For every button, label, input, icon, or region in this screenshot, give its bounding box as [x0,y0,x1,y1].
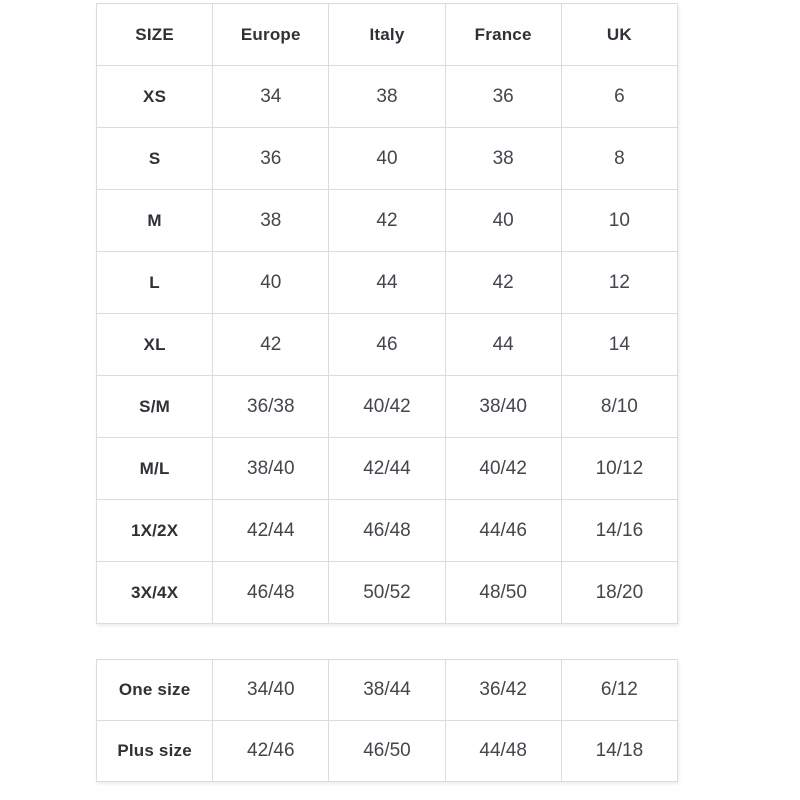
header-cell-europe: Europe [213,4,329,66]
cell-uk: 6/12 [561,660,677,721]
cell-uk: 6 [561,66,677,128]
row-label: 3X/4X [97,562,213,624]
cell-uk: 10 [561,190,677,252]
cell-france: 44/46 [445,500,561,562]
cell-uk: 12 [561,252,677,314]
cell-uk: 14/16 [561,500,677,562]
cell-france: 44 [445,314,561,376]
one-size-plus-size-table [96,659,678,782]
cell-italy: 46/48 [329,500,445,562]
cell-europe: 38/40 [213,438,329,500]
table-row-one-size [97,660,678,721]
row-label: S/M [97,376,213,438]
cell-france: 40 [445,190,561,252]
cell-france: 48/50 [445,562,561,624]
table-row-xl [97,314,678,376]
table-row-3x4x [97,562,678,624]
size-conversion-table [96,3,678,624]
cell-europe: 34 [213,66,329,128]
cell-uk: 14/18 [561,721,677,782]
cell-france: 38 [445,128,561,190]
cell-europe: 42/46 [213,721,329,782]
cell-europe: 36 [213,128,329,190]
table-row-1x2x [97,500,678,562]
cell-france: 40/42 [445,438,561,500]
table-row-plus-size [97,721,678,782]
cell-france: 42 [445,252,561,314]
cell-italy: 40 [329,128,445,190]
cell-italy: 38/44 [329,660,445,721]
cell-italy: 38 [329,66,445,128]
table-row-s [97,128,678,190]
cell-uk: 8/10 [561,376,677,438]
cell-uk: 10/12 [561,438,677,500]
table-row-l [97,252,678,314]
cell-europe: 34/40 [213,660,329,721]
cell-europe: 46/48 [213,562,329,624]
cell-italy: 46 [329,314,445,376]
row-label: One size [97,660,213,721]
row-label: 1X/2X [97,500,213,562]
row-label: XL [97,314,213,376]
cell-italy: 42 [329,190,445,252]
cell-italy: 50/52 [329,562,445,624]
row-label: Plus size [97,721,213,782]
header-cell-italy: Italy [329,4,445,66]
cell-italy: 40/42 [329,376,445,438]
cell-france: 36/42 [445,660,561,721]
cell-france: 44/48 [445,721,561,782]
cell-italy: 42/44 [329,438,445,500]
row-label: XS [97,66,213,128]
cell-uk: 8 [561,128,677,190]
cell-europe: 42 [213,314,329,376]
table-header-row [97,4,678,66]
row-label: M/L [97,438,213,500]
table-row-xs [97,66,678,128]
row-label: L [97,252,213,314]
cell-europe: 38 [213,190,329,252]
cell-france: 38/40 [445,376,561,438]
cell-uk: 18/20 [561,562,677,624]
row-label: S [97,128,213,190]
cell-europe: 40 [213,252,329,314]
header-cell-size: SIZE [97,4,213,66]
cell-europe: 42/44 [213,500,329,562]
cell-europe: 36/38 [213,376,329,438]
cell-france: 36 [445,66,561,128]
table-row-sm [97,376,678,438]
row-label: M [97,190,213,252]
table-row-m [97,190,678,252]
cell-uk: 14 [561,314,677,376]
header-cell-france: France [445,4,561,66]
cell-italy: 44 [329,252,445,314]
cell-italy: 46/50 [329,721,445,782]
table-row-ml [97,438,678,500]
header-cell-uk: UK [561,4,677,66]
